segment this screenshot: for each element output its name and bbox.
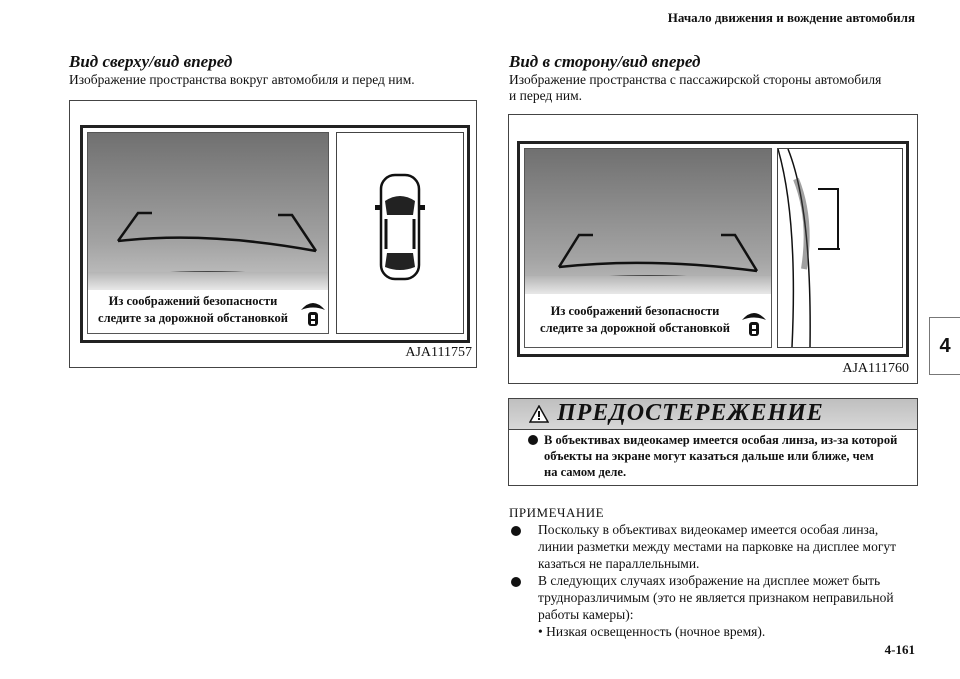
left-figure-code: AJA111757 (405, 345, 472, 360)
notice-line-2: следите за дорожной обстановкой (98, 311, 288, 325)
right-safety-notice (525, 303, 745, 337)
left-display-screen (80, 125, 470, 343)
camera-icon (300, 299, 326, 331)
bullet-icon (511, 526, 521, 536)
note-subitem-1: • Низкая освещенность (ночное время). (538, 624, 766, 639)
warning-title: ПРЕДОСТЕРЕЖЕНИЕ (557, 400, 824, 426)
note-item-2-line-2: трудноразличимым (это не является признаком неправильной (538, 590, 894, 605)
warning-line-1: В объективах видеокамер имеется особая линза, из-за которой (544, 433, 898, 447)
notice-line-1: Из соображений безопасности (550, 304, 720, 318)
left-figure (69, 100, 477, 368)
left-top-view (336, 132, 464, 334)
page-number: 4-161 (884, 642, 915, 657)
camera-icon (741, 309, 767, 341)
note-item-1-line-2: линии разметки между местами на парковке на дисплее могут (538, 539, 897, 554)
left-camera-view (87, 132, 329, 334)
note-label: ПРИМЕЧАНИЕ (509, 505, 605, 520)
right-description-line-1: Изображение пространства с пассажирской стороны автомобиля (509, 72, 882, 87)
note-item-1 (538, 521, 903, 572)
right-figure-code: AJA111760 (842, 361, 909, 376)
notice-line-1: Из соображений безопасности (108, 294, 278, 308)
car-top-icon (373, 173, 427, 281)
right-heading: Вид в сторону/вид вперед (509, 52, 701, 71)
left-heading: Вид сверху/вид вперед (69, 52, 233, 71)
note-item-2 (538, 572, 903, 640)
bullet-icon (528, 435, 538, 445)
warning-triangle-icon (529, 405, 549, 423)
note-item-1-line-3: казаться не параллельными. (538, 556, 700, 571)
note-item-2-line-1: В следующих случаях изображение на дисплее может быть (538, 573, 881, 588)
left-safety-notice (88, 293, 298, 327)
section-header: Начало движения и вождение автомобиля (667, 10, 915, 25)
right-description-line-2: и перед ним. (509, 88, 582, 103)
warning-box (508, 398, 918, 486)
side-view-lines (778, 149, 902, 347)
warning-header (509, 399, 917, 430)
warning-text (544, 432, 904, 480)
note-item-2-line-3: работы камеры): (538, 607, 634, 622)
right-camera-view (524, 148, 772, 348)
right-display-screen (517, 141, 909, 357)
right-figure (508, 114, 918, 384)
warning-line-3: на самом деле. (544, 465, 627, 479)
left-description: Изображение пространства вокруг автомобиля и перед ним. (69, 72, 415, 87)
warning-line-2: объекты на экране могут казаться дальше или ближе, чем (544, 449, 874, 463)
bullet-icon (511, 577, 521, 587)
notice-line-2: следите за дорожной обстановкой (540, 321, 730, 335)
chapter-tab: 4 (929, 317, 960, 375)
note-item-1-line-1: Поскольку в объективах видеокамер имеется особая линза, (538, 522, 879, 537)
right-side-view (777, 148, 903, 348)
